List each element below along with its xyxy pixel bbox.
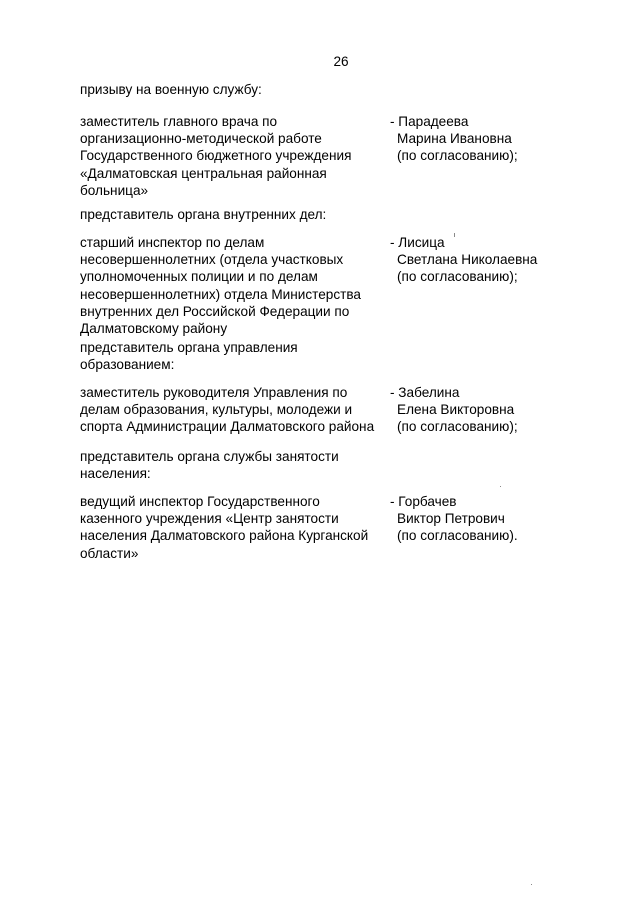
position-line: Государственного бюджетного учреждения [80, 148, 352, 164]
heading-line: образованием: [80, 357, 175, 373]
section-heading-conscription [80, 81, 400, 98]
position-line: «Далматовская центральная районная [80, 165, 327, 181]
position-line: несовершеннолетних) отдела Министерства [80, 286, 361, 302]
position-line: организационно-методической работе [80, 131, 322, 147]
section-heading-education [80, 339, 400, 373]
member-given-names: Елена Викторовна [397, 402, 515, 418]
member-position-deputy-head-education [80, 384, 385, 436]
heading-line: призыву на военную службу: [80, 82, 262, 97]
member-position-senior-inspector [80, 234, 385, 337]
member-surname: - Горбачев [390, 494, 457, 509]
member-surname: - Забелина [390, 385, 460, 400]
member-given-names: Виктор Петрович [397, 511, 505, 527]
position-line: спорта Администрации Далматовского района [80, 419, 375, 435]
heading-line: представитель органа внутренних дел: [80, 207, 327, 222]
position-line: ведущий инспектор Государственного [80, 494, 320, 509]
page-number: 26 [333, 54, 349, 69]
member-position-deputy-chief-doctor [80, 113, 385, 199]
heading-line: населения: [80, 466, 151, 482]
heading-line: представитель органа управления [80, 340, 298, 355]
position-line: области» [80, 545, 139, 561]
member-given-names: Марина Ивановна [397, 131, 512, 147]
section-heading-employment [80, 448, 400, 482]
member-name-lisitsa [390, 234, 550, 286]
position-line: заместитель главного врача по [80, 114, 278, 129]
heading-line: представитель органа службы занятости [80, 449, 339, 464]
member-surname: - Парадеева [390, 114, 469, 129]
position-line: больница» [80, 182, 149, 198]
position-line: уполномоченных полиции и по делам [80, 269, 318, 285]
position-line: внутренних дел Российской Федерации по [80, 303, 350, 319]
scan-speck [531, 884, 532, 885]
position-line: населения Далматовского района Курганской [80, 528, 369, 544]
section-heading-internal-affairs [80, 206, 400, 223]
position-line: старший инспектор по делам [80, 235, 265, 250]
scan-speck [500, 486, 501, 487]
member-name-zabelina [390, 384, 550, 436]
member-name-paradeeva [390, 113, 550, 165]
position-line: делам образования, культуры, молодежи и [80, 402, 353, 418]
member-surname: - Лисица [390, 235, 445, 250]
member-name-gorbachev [390, 493, 550, 545]
position-line: несовершеннолетних (отдела участковых [80, 252, 344, 268]
member-approval-note: (по согласованию); [397, 419, 518, 435]
scan-speck [454, 233, 455, 237]
member-position-leading-inspector [80, 493, 385, 562]
member-approval-note: (по согласованию); [397, 269, 518, 285]
member-given-names: Светлана Николаевна [397, 252, 538, 268]
position-line: заместитель руководителя Управления по [80, 385, 348, 400]
member-approval-note: (по согласованию); [397, 148, 518, 164]
position-line: казенного учреждения «Центр занятости [80, 511, 339, 527]
member-approval-note: (по согласованию). [397, 528, 518, 544]
position-line: Далматовскому району [80, 321, 228, 337]
